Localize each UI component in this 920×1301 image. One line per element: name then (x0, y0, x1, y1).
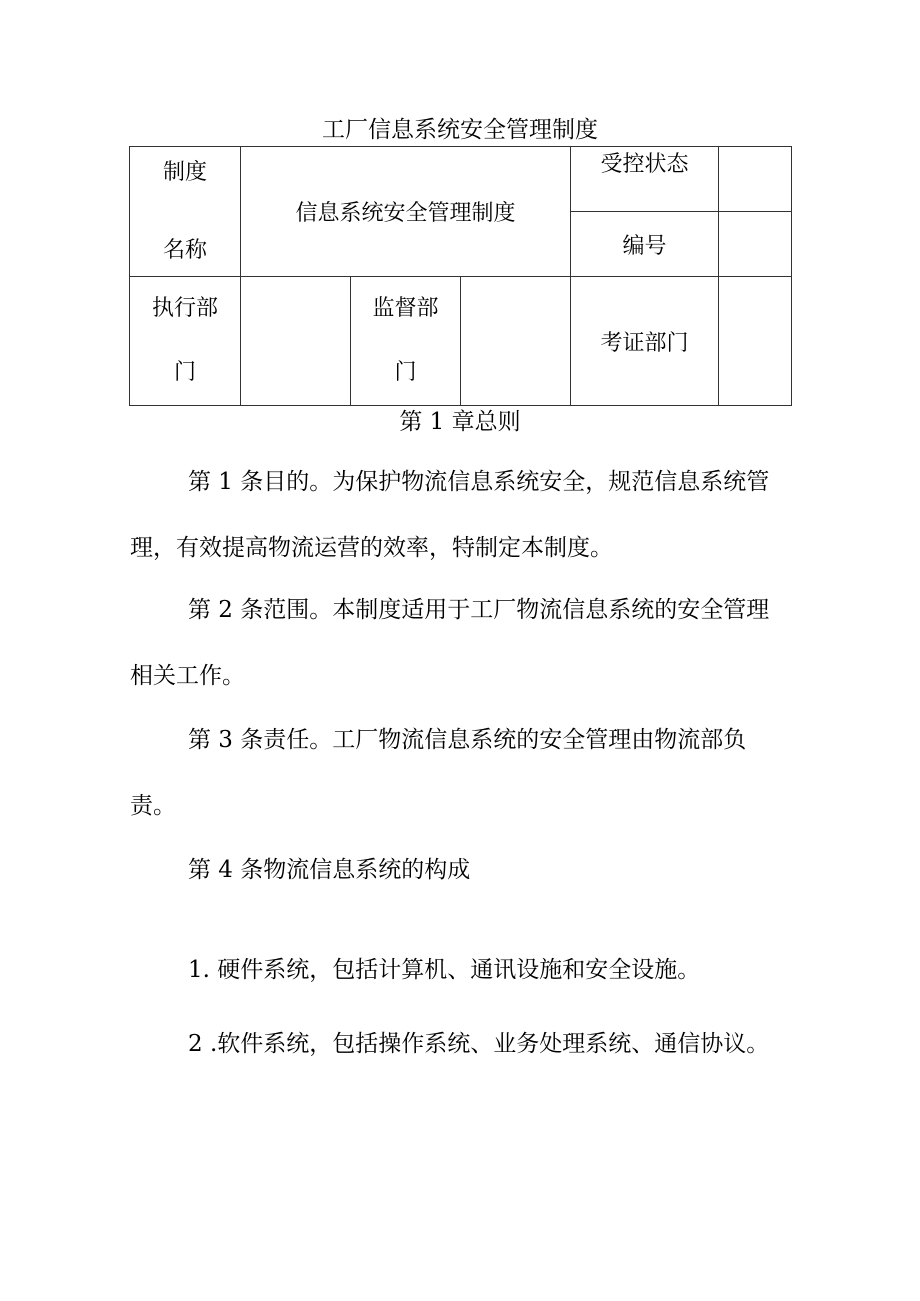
name-label-line-1: 制度 (162, 159, 207, 185)
document-info-table (129, 146, 792, 406)
article-1: 第 1 条目的。为保护物流信息系统安全，规范信息系统管理，有效提高物流运营的效率，特制定本制度。 (130, 469, 770, 561)
document-title: 工厂信息系统安全管理制度 (322, 117, 598, 143)
cell-exec-label (130, 277, 241, 406)
exec-label-line-1: 执行部 (151, 296, 218, 321)
cell-exec-value (241, 277, 351, 406)
number-label: 编号 (622, 233, 667, 259)
cell-cert-label (571, 277, 719, 406)
list-item-hardware: 1. 硬件系统，包括计算机、通讯设施和安全设施。 (188, 957, 701, 983)
exec-label-line-2: 门 (173, 360, 196, 385)
list-item-software: 2 .软件系统，包括操作系统、业务处理系统、通信协议。 (188, 1031, 770, 1057)
cell-cert-value (719, 277, 792, 406)
cell-name-label (130, 147, 241, 277)
chapter-heading: 第 1 章总则 (399, 409, 521, 435)
name-value: 信息系统安全管理制度 (295, 201, 516, 226)
cell-supervise-value (461, 277, 571, 406)
cell-status-value (719, 147, 792, 212)
article-3: 第 3 条责任。工厂物流信息系统的安全管理由物流部负责。 (130, 727, 747, 819)
cell-number-label (571, 212, 719, 277)
supervise-label-line-1: 监督部 (372, 296, 439, 321)
article-4-heading: 第 4 条物流信息系统的构成 (188, 857, 471, 883)
article-2: 第 2 条范围。本制度适用于工厂物流信息系统的安全管理相关工作。 (130, 597, 770, 689)
cell-name-value (241, 147, 571, 277)
cert-label: 考证部门 (600, 330, 689, 356)
cell-number-value (719, 212, 792, 277)
name-label-line-2: 名称 (162, 237, 207, 263)
status-label: 受控状态 (600, 152, 689, 177)
cell-status-label (571, 147, 719, 212)
cell-supervise-label (351, 277, 461, 406)
supervise-label-line-2: 门 (394, 360, 417, 385)
